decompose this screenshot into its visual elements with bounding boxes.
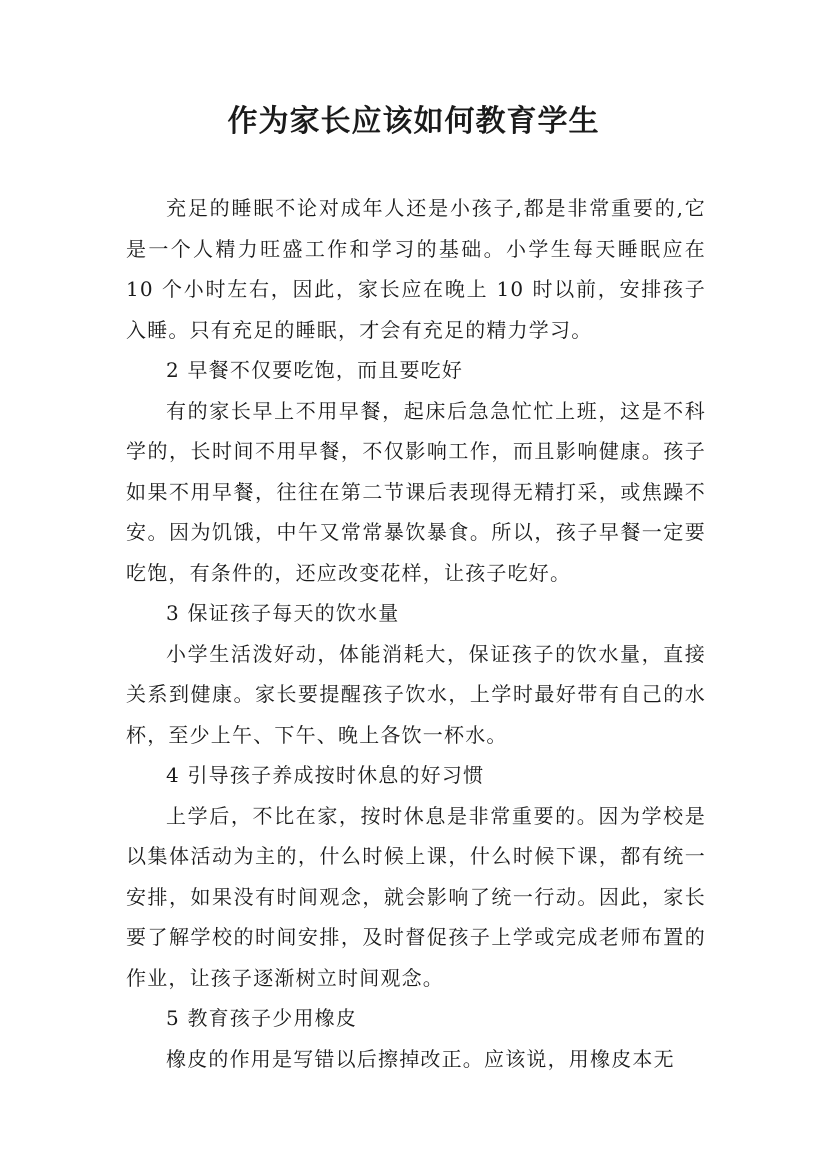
document-title: 作为家长应该如何教育学生 xyxy=(227,104,600,139)
paragraph-eraser: 橡皮的作用是写错以后擦掉改正。应该说，用橡皮本无 xyxy=(166,1046,675,1071)
heading-eraser: 5 教育孩子少用橡皮 xyxy=(166,1006,358,1030)
paragraph-breakfast: 有的家长早上不用早餐，起床后急急忙忙上班，这是不科学的，长时间不用早餐，不仅影响工作，而且影响健康。孩子如果不用早餐，往往在第二节课后表现得无精打采，或焦躁不安。因为饥饿，中午又常常暴饮暴食。所以，孩子早餐一定要吃饱，有条件的，还应改变花样，让孩子吃好。 xyxy=(126,398,706,585)
heading-breakfast: 2 早餐不仅要吃饱，而且要吃好 xyxy=(166,358,464,382)
paragraph-rest-habit: 上学后，不比在家，按时休息是非常重要的。因为学校是以集体活动为主的，什么时候上课，什么时候下课，都有统一安排，如果没有时间观念，就会影响了统一行动。因此，家长要了解学校的时间安排，及时督促孩子上学或完成老师布置的作业，让孩子逐渐树立时间观念。 xyxy=(126,803,706,990)
document-body xyxy=(126,188,706,1079)
heading-water: 3 保证孩子每天的饮水量 xyxy=(166,601,400,625)
heading-rest-habit: 4 引导孩子养成按时休息的好习惯 xyxy=(166,763,485,787)
paragraph-sleep: 充足的睡眠不论对成年人还是小孩子,都是非常重要的,它是一个人精力旺盛工作和学习的基础。小学生每天睡眠应在 10 个小时左右，因此，家长应在晚上 10 时以前，安排孩子入睡。只有充足的睡眠，才会有充足的精力学习。 xyxy=(126,196,706,342)
paragraph-water: 小学生活泼好动，体能消耗大，保证孩子的饮水量，直接关系到健康。家长要提醒孩子饮水，上学时最好带有自己的水杯，至少上午、下午、晚上各饮一杯水。 xyxy=(126,641,706,747)
